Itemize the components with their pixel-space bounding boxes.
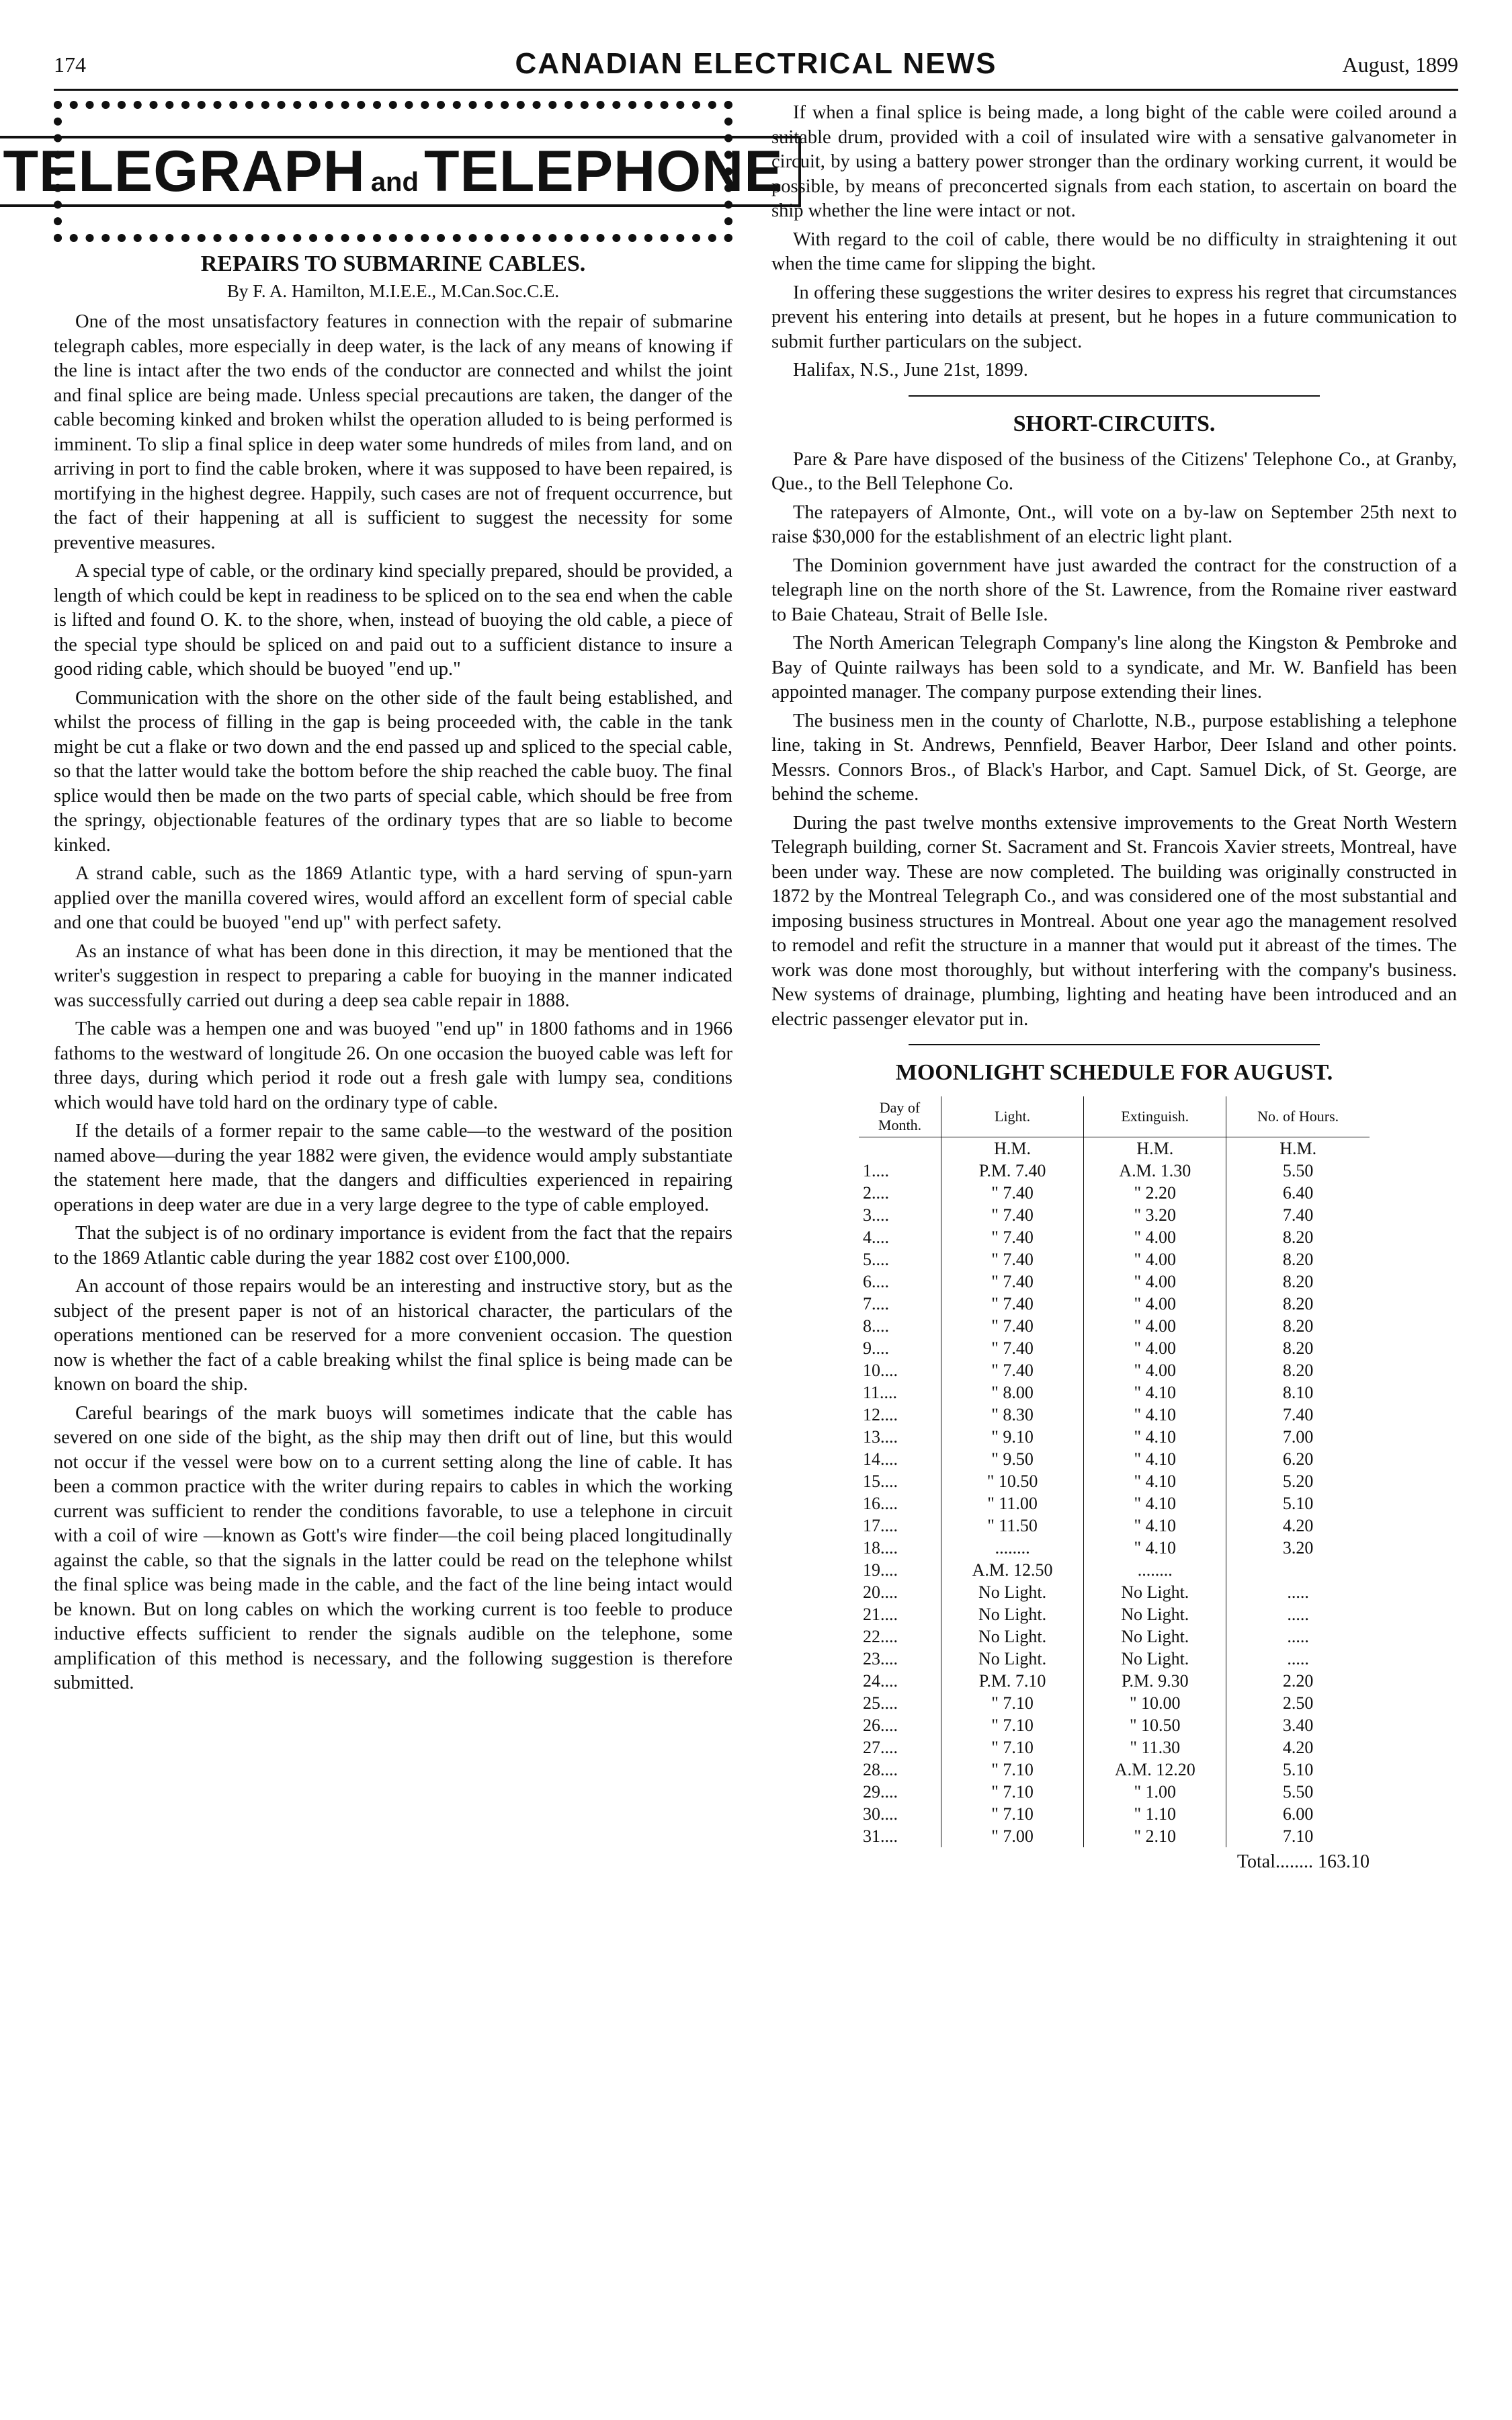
header-rule [54,89,1458,91]
table-body [859,1137,1370,1848]
table-row [859,1714,1370,1736]
article-paragraph: With regard to the coil of cable, there would be no difficulty in straightening it out when the time came for slipping the bight. [771,229,1457,274]
table-row [859,1182,1370,1204]
article-paragraph: In offering these suggestions the writer desires to express his regret that circumstances prevent his entering into details at present, but he hopes in a future communication to submit further particulars on the subject. [771,282,1457,352]
table-row [859,1648,1370,1670]
hours-cell: 8.20 [1226,1315,1370,1337]
article-paragraph: That the subject is of no ordinary importance is evident from the fact that the repairs to the 1869 Atlantic cable during the year 1882 cost over £100,000. [54,1223,732,1268]
table-row [859,1404,1370,1426]
section-divider [909,395,1320,397]
day-cell: 11.... [863,1383,898,1402]
extinguish-cell: A.M. 12.20 [1084,1759,1226,1781]
table-row [859,1448,1370,1470]
left-column [3,101,784,1700]
light-cell: " 7.40 [941,1270,1084,1293]
banner-text [0,136,801,207]
day-cell: 4.... [863,1227,889,1247]
light-cell: " 7.40 [941,1359,1084,1381]
extinguish-cell: " 4.00 [1084,1315,1226,1337]
extinguish-cell: A.M. 1.30 [1084,1160,1226,1182]
news-item: The business men in the county of Charlotte, N.B., purpose establishing a telephone line, taking in St. Andrews, Pennfield, Beaver Harbor, Deer Island and other points. Messrs. Connors Bros., of Black's Harbor, and Capt. Samuel Dick, of St. George, are behind the scheme. [771,710,1457,805]
table-total [859,1851,1370,1873]
news-item: During the past twelve months extensive improvements to the Great North Western Telegraph building, corner St. Sacrament and St. Francois Xavier streets, Montreal, have been under way. These are now completed. The building was originally constructed in 1872 by the Montreal Telegraph Co., and was considered one of the most substantial and imposing business structures in Montreal. About one year ago the management resolved to remodel and refit the structure in a manner that would put it abreast of the times. The work was done most thoroughly, but without interfering with the company's business. New systems of drainage, plumbing, lighting and heating have been introduced and an electric passenger elevator put in. [771,812,1457,1030]
article-paragraph: A special type of cable, or the ordinary kind specially prepared, should be provided, a length of which could be kept in readiness to be spliced on to the sea end when the cable is lifted and found O. K. to the shore, when, instead of buoying the old cable, a piece of the special type should be spliced on and paid out to a sufficient distance to insure a good riding cable, which should be buoyed "end up." [54,561,732,680]
table-row [859,1559,1370,1581]
hours-cell: 8.20 [1226,1248,1370,1270]
extinguish-cell: " 2.20 [1084,1182,1226,1204]
light-cell: " 7.40 [941,1182,1084,1204]
table-row [859,1315,1370,1337]
extinguish-cell: P.M. 9.30 [1084,1670,1226,1692]
extinguish-cell: " 4.00 [1084,1248,1226,1270]
table-row [859,1293,1370,1315]
day-cell: 20.... [863,1582,898,1602]
light-cell: " 8.00 [941,1381,1084,1404]
hours-cell: 6.20 [1226,1448,1370,1470]
extinguish-cell: " 4.10 [1084,1492,1226,1515]
table-row [859,1759,1370,1781]
article-paragraph: An account of those repairs would be an interesting and instructive story, but as the subject of the present paper is not of an historical character, the particulars of the operations mentioned can be reserved for a more convenient occasion. The question now is whether the fact of a cable breaking whilst the final splice is being made can be known on board the ship. [54,1276,732,1395]
hours-cell: 5.10 [1226,1492,1370,1515]
hours-cell: 6.40 [1226,1182,1370,1204]
extinguish-cell: " 1.00 [1084,1781,1226,1803]
light-cell: " 9.50 [941,1448,1084,1470]
light-cell: " 11.50 [941,1515,1084,1537]
light-cell: " 11.00 [941,1492,1084,1515]
extinguish-cell: No Light. [1084,1581,1226,1603]
article-title: REPAIRS TO SUBMARINE CABLES. [200,251,586,276]
light-cell: P.M. 7.10 [941,1670,1084,1692]
extinguish-cell: " 4.10 [1084,1426,1226,1448]
hours-cell: 7.00 [1226,1426,1370,1448]
hours-cell: 3.20 [1226,1537,1370,1559]
day-cell: 6.... [863,1272,889,1291]
table-row [859,1803,1370,1825]
extinguish-cell: " 10.00 [1084,1692,1226,1714]
light-cell: No Light. [941,1603,1084,1625]
light-cell: " 7.10 [941,1781,1084,1803]
table-row [859,1359,1370,1381]
light-cell: " 7.40 [941,1337,1084,1359]
extinguish-cell: " 4.10 [1084,1515,1226,1537]
day-cell: 8.... [863,1316,889,1336]
hours-cell: ..... [1226,1625,1370,1648]
hours-cell: 2.50 [1226,1692,1370,1714]
hours-cell: 2.20 [1226,1670,1370,1692]
light-cell: " 8.30 [941,1404,1084,1426]
table-row [859,1204,1370,1226]
extinguish-cell: " 4.10 [1084,1404,1226,1426]
day-cell: 13.... [863,1427,898,1447]
day-cell: 27.... [863,1738,898,1757]
banner-connector: and [370,167,419,197]
day-cell: 29.... [863,1782,898,1802]
hours-cell: 8.20 [1226,1359,1370,1381]
extinguish-cell: No Light. [1084,1625,1226,1648]
light-cell: " 7.40 [941,1248,1084,1270]
table-row [859,1581,1370,1603]
extinguish-cell: " 4.00 [1084,1293,1226,1315]
light-cell: " 7.40 [941,1315,1084,1337]
column-header-day: Day of Month. [859,1096,941,1137]
total-label: Total........ [1236,1851,1313,1872]
day-cell: 2.... [863,1183,889,1203]
light-cell: No Light. [941,1648,1084,1670]
hours-cell: 8.20 [1226,1293,1370,1315]
extinguish-cell: " 4.00 [1084,1337,1226,1359]
day-cell: 25.... [863,1693,898,1713]
light-cell: " 7.10 [941,1714,1084,1736]
table-row [859,1603,1370,1625]
light-cell: " 7.10 [941,1803,1084,1825]
issue-date: August, 1899 [1342,52,1458,77]
table-row [859,1426,1370,1448]
extinguish-cell: No Light. [1084,1648,1226,1670]
article-paragraph: Careful bearings of the mark buoys will sometimes indicate that the cable has severed on one side of the bight, as the ship may then drift out of line, but this would not occur if the vessel were bow on to a current setting along the line of cable. It has been a common practice with the writer during repairs to cables in which the working current was sufficient to render the conditions favorable, to use a telephone in circuit with a coil of wire —known as Gott's wire finder—the coil being placed longitudinally against the cable, so that the signals in the latter could be read on the telephone whilst the final splice was being made in the cable, and the fact of the line being intact would be known. But on long cables on which the working current is too feeble to produce inductive effects sufficient to render the signals audible on the telephone, some amplification of this method is necessary, and the following suggestion is therefore submitted. [54,1402,732,1693]
hours-cell: 5.50 [1226,1160,1370,1182]
hours-cell: 8.10 [1226,1381,1370,1404]
day-cell: 17.... [863,1516,898,1535]
day-cell: 16.... [863,1494,898,1513]
table-row [859,1736,1370,1759]
page-header [54,47,1458,87]
light-cell: " 7.40 [941,1293,1084,1315]
day-cell: 28.... [863,1760,898,1779]
day-cell: 21.... [863,1605,898,1624]
article-paragraph: The cable was a hempen one and was buoyed "end up" in 1800 fathoms and in 1966 fathoms to the westward of longitude 26. On one occasion the buoyed cable was left for three days, during which period it rode out a fresh gale with lumpy sea, conditions which would have told hard on the ordinary type of cable. [54,1018,732,1113]
article-paragraph: As an instance of what has been done in this direction, it may be mentioned that the writer's suggestion in respect to preparing a cable for buoying in the manner indicated was successfully carried out during a deep sea cable repair in 1888. [54,940,732,1011]
day-cell: 26.... [863,1716,898,1735]
hours-cell: 7.10 [1226,1825,1370,1847]
news-item: The Dominion government have just awarded the contract for the construction of a telegraph line on the north shore of the St. Lawrence, from the Romaine river eastward to Baie Chateau, Strait of Belle Isle. [771,555,1457,625]
extinguish-cell: " 4.00 [1084,1226,1226,1248]
table-row [859,1537,1370,1559]
extinguish-cell: " 4.10 [1084,1470,1226,1492]
banner-word-telephone: TELEPHONE [423,139,784,204]
article-paragraph: Communication with the shore on the other side of the fault being established, and whilst the process of filling in the gap is being proceeded with, the cable in the tank might be cut a flake or two down and the end passed up and spliced to the special cable, so that the latter would take the bottom before the ship reached the cable buoy. The final splice would then be made on the two parts of special cable, which should be free from the springy, objectionable features of the ordinary types that are so liable to become kinked. [54,687,732,856]
extinguish-cell: " 3.20 [1084,1204,1226,1226]
light-cell: " 7.10 [941,1759,1084,1781]
news-item: The North American Telegraph Company's line along the Kingston & Pembroke and Bay of Quinte railways has been sold to a syndicate, and Mr. W. Banfield has been appointed manager. The company purpose extending their lines. [771,633,1457,702]
day-cell: 18.... [863,1538,898,1558]
section-divider [909,1044,1320,1045]
hours-cell: 6.00 [1226,1803,1370,1825]
publication-title: CANADIAN ELECTRICAL NEWS [515,47,997,80]
extinguish-cell: No Light. [1084,1603,1226,1625]
hours-cell: 7.40 [1226,1404,1370,1426]
units-cell: H.M. [941,1137,1084,1160]
day-cell: 15.... [863,1471,898,1491]
day-cell: 5.... [863,1250,889,1269]
hours-cell: 7.40 [1226,1204,1370,1226]
hours-cell: ..... [1226,1603,1370,1625]
hours-cell: 5.20 [1226,1470,1370,1492]
extinguish-cell: ........ [1084,1559,1226,1581]
light-cell: P.M. 7.40 [941,1160,1084,1182]
light-cell: A.M. 12.50 [941,1559,1084,1581]
moonlight-schedule-title: MOONLIGHT SCHEDULE FOR AUGUST. [895,1060,1333,1085]
table-row [859,1226,1370,1248]
light-cell: " 10.50 [941,1470,1084,1492]
article-byline: By F. A. Hamilton, M.I.E.E., M.Can.Soc.C.E. [226,281,560,301]
extinguish-cell: " 4.00 [1084,1270,1226,1293]
hours-cell: 8.20 [1226,1337,1370,1359]
table-row [859,1381,1370,1404]
article-paragraph: If the details of a former repair to the same cable—to the westward of the position named above—during the year 1882 were given, the evidence would amply substantiate the statement here made, that the dangers and difficulties experienced in repairing operations in deep water are due in a very large degree to the type of cable employed. [54,1121,732,1215]
table-row [859,1781,1370,1803]
article-paragraph: A strand cable, such as the 1869 Atlantic type, with a hard serving of spun-yarn applied over the manilla covered wires, would afford an excellent form of special cable and one that could be buoyed "end up" with perfect safety. [54,863,732,933]
table-row [859,1515,1370,1537]
extinguish-cell: " 11.30 [1084,1736,1226,1759]
table-row [859,1248,1370,1270]
units-cell: H.M. [1084,1137,1226,1160]
light-cell: " 7.10 [941,1736,1084,1759]
units-row [859,1137,1370,1160]
section-banner [3,101,784,242]
hours-cell: 8.20 [1226,1270,1370,1293]
article-dateline: Halifax, N.S., June 21st, 1899. [793,360,1028,380]
table-header-row [859,1096,1370,1137]
extinguish-cell: " 4.10 [1084,1381,1226,1404]
column-header-extinguish: Extinguish. [1084,1096,1226,1137]
hours-cell: 5.50 [1226,1781,1370,1803]
extinguish-cell: " 2.10 [1084,1825,1226,1847]
table-row [859,1492,1370,1515]
units-cell [859,1137,941,1160]
hours-cell: ..... [1226,1648,1370,1670]
extinguish-cell: " 1.10 [1084,1803,1226,1825]
day-cell: 7.... [863,1294,889,1314]
day-cell: 30.... [863,1804,898,1824]
extinguish-cell: " 4.10 [1084,1448,1226,1470]
news-item: The ratepayers of Almonte, Ont., will vote on a by-law on September 25th next to raise $30,000 for the establishment of an electric light plant. [771,501,1457,547]
table-row [859,1270,1370,1293]
day-cell: 24.... [863,1671,898,1691]
table-row [859,1625,1370,1648]
table-row [859,1825,1370,1847]
extinguish-cell: " 4.00 [1084,1359,1226,1381]
table-row [859,1670,1370,1692]
light-cell: No Light. [941,1625,1084,1648]
day-cell: 23.... [863,1649,898,1668]
hours-cell: 3.40 [1226,1714,1370,1736]
day-cell: 31.... [863,1826,898,1846]
day-cell: 22.... [863,1627,898,1646]
day-cell: 14.... [863,1449,898,1469]
day-cell: 1.... [863,1161,889,1180]
banner-word-telegraph: TELEGRAPH [3,139,366,204]
light-cell: ........ [941,1537,1084,1559]
light-cell: " 7.40 [941,1204,1084,1226]
column-header-hours: No. of Hours. [1226,1096,1370,1137]
table-row [859,1337,1370,1359]
total-value: 163.10 [1318,1851,1370,1872]
article-paragraph: If when a final splice is being made, a long bight of the cable were coiled around a suitable drum, provided with a coil of insulated wire with a sensative galvanometer in circuit, by using a battery power stronger than the ordinary working current, it would be possible, by means of preconcerted signals from each station, to ascertain on board the ship whether the line were intact or not. [771,102,1457,221]
hours-cell: 4.20 [1226,1515,1370,1537]
hours-cell: 8.20 [1226,1226,1370,1248]
table-row [859,1160,1370,1182]
day-cell: 3.... [863,1205,889,1225]
light-cell: " 9.10 [941,1426,1084,1448]
extinguish-cell: " 10.50 [1084,1714,1226,1736]
light-cell: " 7.10 [941,1692,1084,1714]
right-column [771,101,1457,1873]
day-cell: 19.... [863,1560,898,1580]
article-paragraph: One of the most unsatisfactory features in connection with the repair of submarine telegraph cables, more especially in deep water, is the lack of any means of knowing if the line is intact after the two ends of the conductor are connected and whilst the joint and final splice are being made. Unless special precautions are taken, the danger of the cable becoming kinked and broken whilst the operation alluded to is being performed is imminent. To slip a final splice in deep water some hundreds of miles from land, and on arriving in port to find the cable broken, where it was supposed to have been repaired, is mortifying in the highest degree. Happily, such cases are not of frequent occurrence, but the fact of their happening at all is sufficient to suggest the necessity for some preventive measures. [54,311,732,553]
hours-cell [1226,1559,1370,1581]
units-cell: H.M. [1226,1137,1370,1160]
day-cell: 12.... [863,1405,898,1424]
short-circuits-title: SHORT-CIRCUITS. [1013,411,1216,436]
day-cell: 10.... [863,1361,898,1380]
hours-cell: ..... [1226,1581,1370,1603]
table-row [859,1692,1370,1714]
extinguish-cell: " 4.10 [1084,1537,1226,1559]
light-cell: " 7.40 [941,1226,1084,1248]
moonlight-schedule-table [859,1096,1370,1847]
news-item: Pare & Pare have disposed of the business of the Citizens' Telephone Co., at Granby, Que., to the Bell Telephone Co. [771,448,1457,494]
column-header-light: Light. [941,1096,1084,1137]
day-cell: 9.... [863,1338,889,1358]
light-cell: No Light. [941,1581,1084,1603]
hours-cell: 4.20 [1226,1736,1370,1759]
light-cell: " 7.00 [941,1825,1084,1847]
page-number: 174 [54,52,86,77]
hours-cell: 5.10 [1226,1759,1370,1781]
table-row [859,1470,1370,1492]
